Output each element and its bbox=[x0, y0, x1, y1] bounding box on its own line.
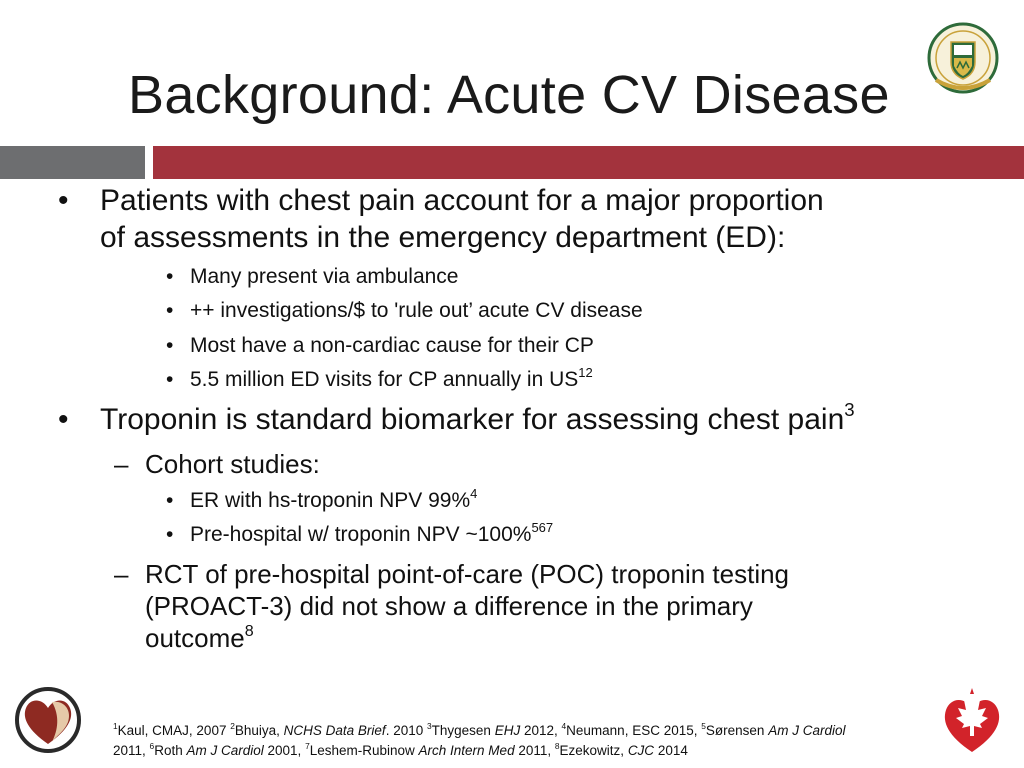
sub-bullet-text: ER with hs-troponin NPV 99% bbox=[190, 489, 471, 512]
ref-text: 2011, bbox=[514, 743, 555, 758]
dash-marker: – bbox=[114, 559, 129, 589]
sub-bullet-investigations: ++ investigations/$ to 'rule out’ acute CV disease bbox=[190, 299, 643, 322]
ref-journal: CJC bbox=[627, 743, 655, 758]
ref-text: 2001, bbox=[263, 743, 306, 758]
bullet-chest-pain-continued bbox=[100, 221, 785, 255]
bullet-marker: • bbox=[58, 184, 69, 217]
bullet-chest-pain bbox=[100, 184, 824, 218]
ref-journal: Am J Cardiol bbox=[186, 743, 264, 758]
references-footnote bbox=[113, 721, 943, 761]
ref-text: 2014 bbox=[654, 743, 688, 758]
sub-bullet-rct-line3 bbox=[145, 622, 254, 654]
ref-number: 8 bbox=[554, 740, 560, 751]
reference-superscript: 12 bbox=[578, 364, 593, 380]
sub-bullet-rct-line1: RCT of pre-hospital point-of-care (POC) troponin testing bbox=[145, 559, 790, 589]
bullet-marker: • bbox=[166, 265, 174, 288]
ref-number: 1 bbox=[113, 720, 118, 731]
bullet-marker: • bbox=[166, 489, 174, 512]
ref-number: 3 bbox=[426, 720, 432, 731]
ref-number: 4 bbox=[561, 720, 567, 731]
sub-bullet-text: Pre-hospital w/ troponin NPV ~100% bbox=[190, 523, 532, 546]
ref-journal: EHJ bbox=[494, 723, 521, 738]
ref-text: Neumann, ESC 2015, bbox=[566, 723, 702, 738]
bullet-text: Troponin is standard biomarker for assessing chest pain bbox=[100, 403, 845, 436]
sub-bullet-text: outcome bbox=[145, 623, 245, 653]
bullet-text: of assessments in the emergency department (ED): bbox=[100, 221, 786, 254]
sub-bullet-rct-line2: (PROACT-3) did not show a difference in the primary bbox=[145, 591, 753, 621]
ref-journal: Arch Intern Med bbox=[418, 743, 515, 758]
sub-bullet-ed-visits bbox=[190, 365, 593, 395]
sub-bullet-text: 5.5 million ED visits for CP annually in US bbox=[190, 368, 579, 391]
dash-marker: – bbox=[114, 449, 129, 479]
ref-text: Sørensen bbox=[705, 723, 769, 738]
ref-text: Thygesen bbox=[431, 723, 495, 738]
reference-superscript: 4 bbox=[470, 485, 478, 501]
heart-research-logo-icon bbox=[14, 686, 82, 754]
bullet-marker: • bbox=[166, 299, 174, 322]
bullet-marker: • bbox=[166, 334, 174, 357]
reference-superscript: 8 bbox=[244, 621, 254, 640]
ref-number: 7 bbox=[305, 740, 310, 751]
ref-number: 5 bbox=[701, 720, 706, 731]
ref-text: Roth bbox=[154, 743, 187, 758]
ref-journal: Am J Cardiol bbox=[768, 723, 846, 738]
sub-bullet-non-cardiac: Most have a non-cardiac cause for their CP bbox=[190, 334, 594, 357]
bullet-troponin bbox=[100, 399, 855, 437]
ref-number: 2 bbox=[230, 720, 235, 731]
sub-bullet-cohort-studies: Cohort studies: bbox=[145, 449, 320, 479]
bullet-text: Patients with chest pain account for a major proportion bbox=[100, 184, 824, 217]
ref-number: 6 bbox=[149, 740, 155, 751]
sub-bullet-hs-troponin bbox=[190, 486, 477, 516]
reference-superscript: 3 bbox=[844, 399, 855, 421]
ref-text: Leshem-Rubinow bbox=[309, 743, 419, 758]
bullet-marker: • bbox=[58, 403, 69, 436]
slide-title: Background: Acute CV Disease bbox=[128, 65, 890, 125]
ref-text: Bhuiya, bbox=[234, 723, 284, 738]
ref-text: Kaul, CMAJ, 2007 bbox=[117, 723, 231, 738]
ref-text: . 2010 bbox=[385, 723, 427, 738]
ref-text: 2012, bbox=[520, 723, 562, 738]
bullet-marker: • bbox=[166, 368, 174, 391]
ref-text: Ezekowitz, bbox=[559, 743, 628, 758]
sub-bullet-ambulance: Many present via ambulance bbox=[190, 265, 459, 288]
ref-text: 2011, bbox=[113, 743, 150, 758]
heart-and-stroke-logo-icon bbox=[940, 686, 1004, 756]
sub-bullet-pre-hospital bbox=[190, 520, 553, 550]
reference-superscript: 567 bbox=[531, 519, 554, 535]
bullet-marker: • bbox=[166, 523, 174, 546]
ref-journal: NCHS Data Brief bbox=[283, 723, 386, 738]
